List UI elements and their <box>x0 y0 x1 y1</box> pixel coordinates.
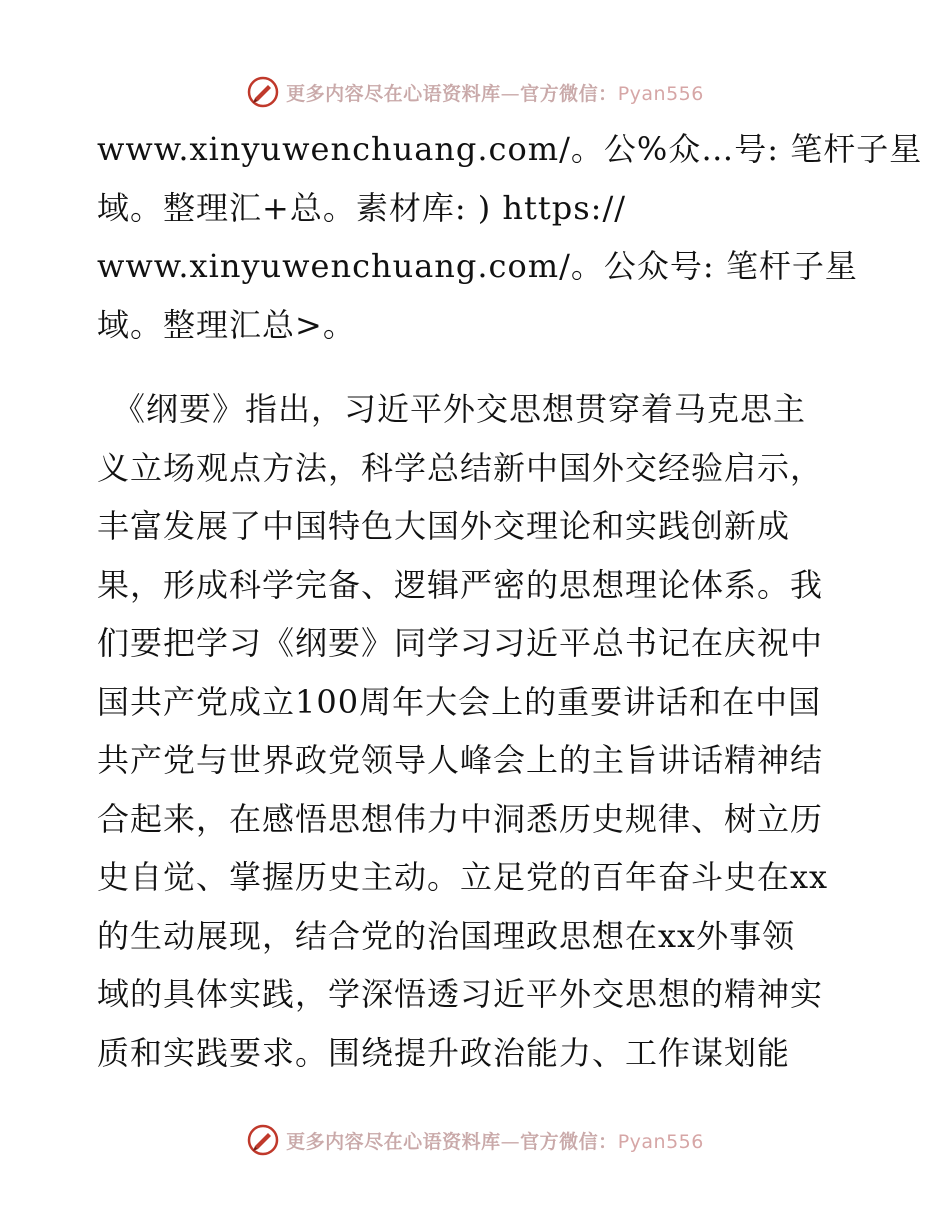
text-line: 域。整理汇+总。素材库: ) https:// <box>97 188 627 227</box>
text-line: 国共产党成立100周年大会上的重要讲话和在中国 <box>97 682 822 721</box>
brand-logo-icon <box>246 75 280 109</box>
header-brand-text: 更多内容尽在心语资料库 <box>286 82 501 105</box>
paragraph-2 <box>97 380 857 1082</box>
text-line: 丰富发展了中国特色大国外交理论和实践创新成 <box>97 507 791 545</box>
text-line: 史自觉、掌握历史主动。立足党的百年奋斗史在xx <box>97 858 829 896</box>
paragraph-1 <box>97 120 923 354</box>
header-separator: — <box>500 82 521 105</box>
text-line: 域。整理汇总>。 <box>97 305 356 344</box>
document-body <box>97 120 923 1082</box>
footer-brand-text: 更多内容尽在心语资料库 <box>286 1130 501 1153</box>
brand-logo-icon <box>246 1123 280 1157</box>
footer-banner-text <box>286 1127 704 1154</box>
footer-wechat-label: 官方微信： <box>520 1130 618 1153</box>
text-line: www.xinyuwenchuang.com/。公%众…号: 笔杆子星 <box>97 130 923 168</box>
text-line: 域的具体实践，学深悟透习近平外交思想的精神实 <box>97 975 824 1013</box>
header-wechat-id: Pyan556 <box>617 82 704 105</box>
text-line: 共产党与世界政党领导人峰会上的主旨讲话精神结 <box>97 741 824 779</box>
text-line: 质和实践要求。围绕提升政治能力、工作谋划能 <box>97 1033 791 1072</box>
header-banner <box>0 72 950 112</box>
text-line: 合起来，在感悟思想伟力中洞悉历史规律、树立历 <box>97 799 824 838</box>
text-line: 果，形成科学完备、逻辑严密的思想理论体系。我 <box>97 565 824 604</box>
text-line: 们要把学习《纲要》同学习习近平总书记在庆祝中 <box>97 624 824 662</box>
footer-separator: — <box>500 1130 521 1153</box>
footer-banner <box>0 1120 950 1160</box>
text-line: 《纲要》指出，习近平外交思想贯穿着马克思主 <box>113 390 807 428</box>
text-line: 义立场观点方法，科学总结新中国外交经验启示， <box>97 448 824 487</box>
text-line: www.xinyuwenchuang.com/。公众号: 笔杆子星 <box>97 247 858 285</box>
header-banner-text <box>286 79 704 106</box>
footer-wechat-id: Pyan556 <box>617 1130 704 1153</box>
text-line: 的生动展现，结合党的治国理政思想在xx外事领 <box>97 916 796 955</box>
paragraph-spacer <box>97 354 857 380</box>
header-wechat-label: 官方微信： <box>520 82 618 105</box>
